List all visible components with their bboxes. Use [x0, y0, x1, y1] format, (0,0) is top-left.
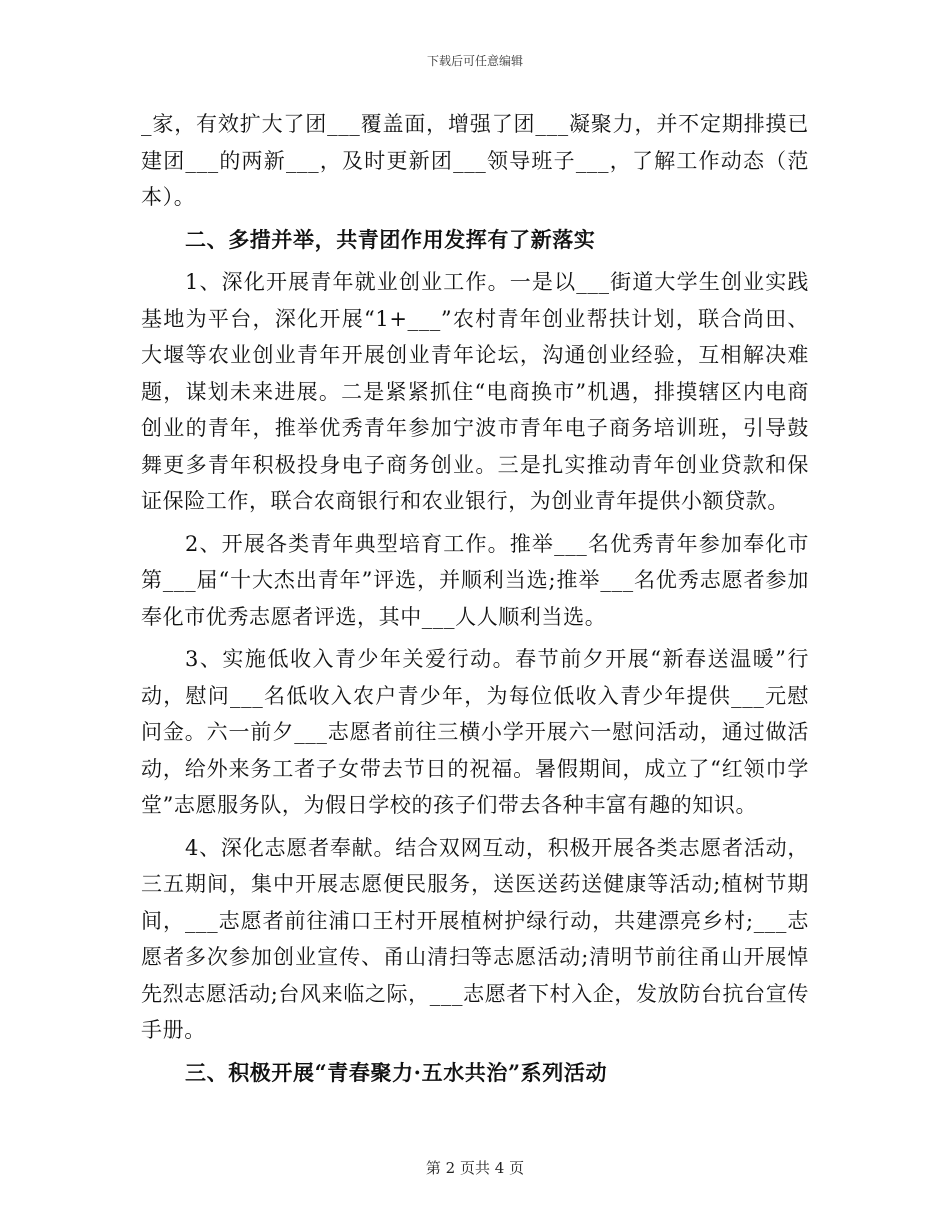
paragraph-employment: 1、深化开展青年就业创业工作。一是以___街道大学生创业实践基地为平台，深化开展“1+___”农村青年创业帮扶计划，联合尚田、大堰等农业创业青年开展创业青年论坛，沟通创业经验，互相解决难题，谋划未来进展。二是紧紧抓住“电商换市”机遇，排摸辖区内电商创业的青年，推举优秀青年参加宁波市青年电子商务培训班，引导鼓舞更多青年积极投身电子商务创业。三是扎实推动青年创业贷款和保证保险工作，联合农商银行和农业银行，为创业青年提供小额贷款。	[141, 270, 809, 513]
page-header: 下载后可任意编辑	[426, 54, 523, 68]
paragraph-youth-models: 2、开展各类青年典型培育工作。推举___名优秀青年参加奉化市第___届“十大杰出青年”评选，并顺利当选;推举___名优秀志愿者参加奉化市优秀志愿者评选，其中___人人顺利当选。	[141, 531, 809, 629]
paragraph-volunteers: 4、深化志愿者奉献。结合双网互动，积极开展各类志愿者活动，三五期间，集中开展志愿便民服务，送医送药送健康等活动;植树节期间，___志愿者前往浦口王村开展植树护绿行动，共建漂亮乡村;___志愿者多次参加创业宣传、甬山清扫等志愿活动;清明节前往甬山开展悼先烈志愿活动;台风来临之际，___志愿者下村入企，发放防台抗台宣传手册。	[141, 835, 809, 1042]
paragraph-continued: _家，有效扩大了团___覆盖面，增强了团___凝聚力，并不定期排摸已建团___的两新___，及时更新团___领导班子___，了解工作动态（范本）。	[141, 112, 809, 209]
paragraph-low-income-care: 3、实施低收入青少年关爱行动。春节前夕开展“新春送温暖”行动，慰问___名低收入农户青少年，为每位低收入青少年提供___元慰问金。六一前夕___志愿者前往三横小学开展六一慰问活动，通过做活动，给外来务工者子女带去节日的祝福。暑假期间，成立了“红领巾学堂”志愿服务队，为假日学校的孩子们带去各种丰富有趣的知识。	[141, 647, 809, 817]
page-footer: 第 2 页共 4 页	[425, 1159, 525, 1177]
section-heading-2: 二、多措并举，共青团作用发挥有了新落实	[185, 226, 596, 252]
document-body	[141, 106, 809, 1091]
section-heading-3: 三、积极开展“青春聚力·五水共治”系列活动	[185, 1059, 608, 1085]
